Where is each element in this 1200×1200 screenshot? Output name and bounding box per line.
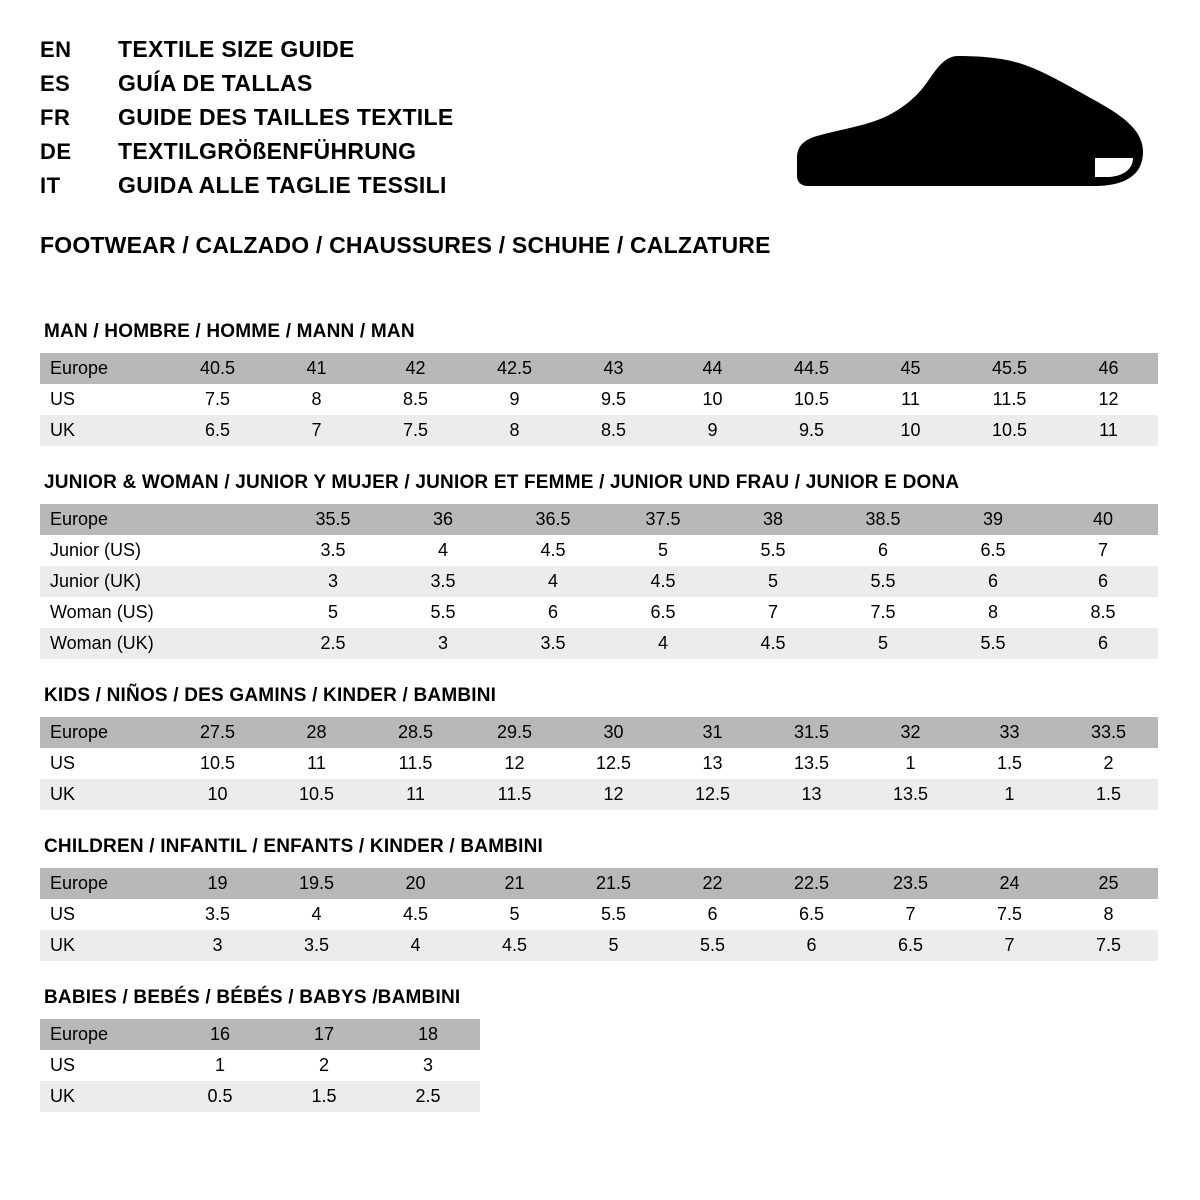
size-cell: 4 — [410, 935, 421, 955]
page-header — [40, 36, 1160, 206]
size-cell: 4 — [311, 904, 322, 924]
size-cell: 6.5 — [204, 420, 231, 440]
size-cell: 21 — [504, 873, 525, 893]
size-cell: 5 — [327, 602, 338, 622]
size-row-label: Europe — [50, 358, 109, 378]
size-cell: 9.5 — [600, 389, 627, 409]
size-cell: 2 — [1103, 753, 1114, 773]
size-cell: 5.5 — [870, 571, 896, 591]
size-cell: 10.5 — [793, 389, 830, 409]
size-cell: 6.5 — [650, 602, 676, 622]
language-row — [40, 70, 454, 97]
size-cell: 7 — [311, 420, 322, 440]
size-cell: 5 — [877, 633, 888, 653]
size-cell: 44.5 — [793, 358, 830, 378]
language-title-list — [40, 36, 454, 206]
table-row — [40, 1081, 480, 1112]
size-table — [40, 1019, 480, 1112]
size-cell: 4.5 — [650, 571, 676, 591]
size-row-label: UK — [50, 784, 76, 804]
size-cell: 2.5 — [320, 633, 346, 653]
size-cell: 5.5 — [600, 904, 627, 924]
size-cell: 29.5 — [496, 722, 533, 742]
size-cell: 5 — [767, 571, 778, 591]
size-cell: 31 — [702, 722, 723, 742]
size-cell: 8.5 — [1090, 602, 1116, 622]
size-cell: 1.5 — [311, 1086, 337, 1106]
size-table-header-row — [40, 1019, 480, 1050]
size-cell: 23.5 — [892, 873, 929, 893]
size-section-title: MAN / HOMBRE / HOMME / MANN / MAN — [44, 321, 415, 342]
size-cell: 5.5 — [760, 540, 786, 560]
size-cell: 11 — [901, 389, 920, 409]
size-cell: 33.5 — [1090, 722, 1127, 742]
size-cell: 12.5 — [694, 784, 731, 804]
size-row-label: Europe — [50, 1024, 109, 1044]
size-cell: 5 — [608, 935, 619, 955]
size-cell: 10 — [900, 420, 921, 440]
size-cell: 28.5 — [397, 722, 434, 742]
size-cell: 4 — [437, 540, 448, 560]
size-row-label: Europe — [50, 873, 109, 893]
size-cell: 8.5 — [600, 420, 627, 440]
size-cell: 3 — [422, 1055, 433, 1075]
size-row-label: Europe — [50, 509, 109, 529]
size-table — [40, 717, 1158, 810]
size-cell: 10.5 — [991, 420, 1028, 440]
size-row-label: UK — [50, 1086, 76, 1106]
language-title: TEXTILGRÖßENFÜHRUNG — [118, 138, 417, 164]
size-cell: 19 — [207, 873, 228, 893]
table-row — [40, 779, 1158, 810]
size-row-label: Woman (UK) — [50, 633, 154, 653]
size-cell: 4.5 — [501, 935, 528, 955]
size-cell: 11 — [1099, 420, 1118, 440]
table-row — [40, 415, 1158, 446]
size-row-label: UK — [50, 420, 76, 440]
language-code: FR — [40, 105, 71, 130]
size-cell: 11 — [307, 753, 326, 773]
table-row — [40, 930, 1158, 961]
size-cell: 11 — [406, 784, 425, 804]
size-cell: 42 — [405, 358, 426, 378]
size-row-label: Junior (US) — [50, 540, 142, 560]
table-row — [40, 899, 1158, 930]
language-code: IT — [40, 173, 61, 198]
language-row — [40, 138, 454, 165]
size-row-label: Junior (UK) — [50, 571, 142, 591]
size-cell: 4.5 — [760, 633, 786, 653]
size-cell: 7 — [767, 602, 778, 622]
size-section-title: JUNIOR & WOMAN / JUNIOR Y MUJER / JUNIOR ET FEMME / JUNIOR UND FRAU / JUNIOR E DONA — [44, 472, 960, 493]
language-title: GUIDA ALLE TAGLIE TESSILI — [118, 172, 447, 198]
size-cell — [168, 566, 278, 597]
size-cell: 13 — [702, 753, 723, 773]
language-row — [40, 104, 454, 131]
size-cell: 4.5 — [540, 540, 566, 560]
table-row — [40, 597, 1158, 628]
size-cell: 45 — [900, 358, 921, 378]
size-cell: 3.5 — [303, 935, 330, 955]
language-title: GUIDE DES TAILLES TEXTILE — [118, 104, 454, 130]
size-cell: 6 — [547, 602, 558, 622]
size-cell: 10 — [702, 389, 723, 409]
size-section-title: KIDS / NIÑOS / DES GAMINS / KINDER / BAMBINI — [44, 685, 497, 706]
size-row-label: Europe — [50, 722, 109, 742]
shoe-illustration — [780, 36, 1160, 189]
size-cell: 17 — [313, 1024, 335, 1044]
size-cell: 11.5 — [398, 753, 433, 773]
size-cell: 7.5 — [996, 904, 1023, 924]
size-cell: 7 — [1097, 540, 1108, 560]
size-cell: 46 — [1098, 358, 1119, 378]
size-cell: 12 — [1098, 389, 1119, 409]
language-code: DE — [40, 139, 72, 164]
size-cell: 4 — [547, 571, 558, 591]
language-row — [40, 172, 454, 199]
size-cell: 39 — [982, 509, 1004, 529]
size-table-header-row — [40, 353, 1158, 384]
category-heading: FOOTWEAR / CALZADO / CHAUSSURES / SCHUHE / CALZATURE — [40, 232, 771, 258]
table-row — [40, 384, 1158, 415]
size-sections — [40, 321, 1160, 1112]
size-cell: 19.5 — [298, 873, 335, 893]
size-table — [40, 868, 1158, 961]
size-cell: 8 — [987, 602, 998, 622]
size-cell: 6 — [806, 935, 817, 955]
size-cell: 7.5 — [402, 420, 429, 440]
size-cell: 36 — [432, 509, 454, 529]
size-cell: 5.5 — [430, 602, 456, 622]
size-cell: 1.5 — [996, 753, 1023, 773]
size-cell — [168, 504, 278, 535]
size-cell: 1.5 — [1095, 784, 1122, 804]
size-cell: 8 — [1103, 904, 1114, 924]
size-row-label: US — [50, 753, 76, 773]
language-title: TEXTILE SIZE GUIDE — [118, 36, 355, 62]
size-cell: 11.5 — [992, 389, 1027, 409]
size-cell: 40.5 — [199, 358, 236, 378]
size-cell: 6.5 — [980, 540, 1006, 560]
size-table-header-row — [40, 504, 1158, 535]
size-cell: 13.5 — [793, 753, 830, 773]
size-cell: 2.5 — [415, 1086, 441, 1106]
size-table-header-row — [40, 717, 1158, 748]
size-cell: 4 — [657, 633, 668, 653]
size-row-label: Woman (US) — [50, 602, 154, 622]
size-cell: 13.5 — [892, 784, 929, 804]
size-cell: 12 — [603, 784, 624, 804]
size-cell: 36.5 — [535, 509, 571, 529]
size-cell: 6.5 — [798, 904, 825, 924]
size-section — [40, 685, 1160, 810]
size-cell: 6 — [1097, 571, 1108, 591]
size-cell: 3 — [212, 935, 223, 955]
size-cell: 5.5 — [980, 633, 1006, 653]
table-row — [40, 566, 1158, 597]
size-cell: 4.5 — [402, 904, 429, 924]
size-cell: 37.5 — [645, 509, 681, 529]
size-cell: 30 — [603, 722, 624, 742]
size-cell: 43 — [603, 358, 624, 378]
size-cell: 33 — [999, 722, 1020, 742]
size-cell: 7 — [1004, 935, 1015, 955]
size-cell: 45.5 — [991, 358, 1028, 378]
size-cell: 16 — [209, 1024, 231, 1044]
size-cell: 10.5 — [199, 753, 236, 773]
language-code: ES — [40, 71, 71, 96]
language-row — [40, 36, 454, 63]
size-row-label: UK — [50, 935, 76, 955]
size-section-title: CHILDREN / INFANTIL / ENFANTS / KINDER / BAMBINI — [44, 836, 544, 857]
size-cell: 3 — [327, 571, 338, 591]
size-section — [40, 472, 1160, 659]
size-cell: 44 — [702, 358, 723, 378]
table-row — [40, 748, 1158, 779]
size-cell — [168, 597, 278, 628]
dress-shoe-icon — [795, 54, 1145, 189]
size-cell: 12.5 — [595, 753, 632, 773]
size-cell: 2 — [318, 1055, 329, 1075]
size-cell: 25 — [1098, 873, 1119, 893]
size-cell: 12 — [504, 753, 525, 773]
size-cell: 7.5 — [1095, 935, 1122, 955]
size-cell: 27.5 — [199, 722, 236, 742]
size-cell: 24 — [999, 873, 1020, 893]
size-cell: 32 — [900, 722, 921, 742]
size-table-header-row — [40, 868, 1158, 899]
size-cell: 8.5 — [402, 389, 429, 409]
size-cell: 18 — [417, 1024, 439, 1044]
size-cell: 31.5 — [793, 722, 830, 742]
size-cell: 9.5 — [798, 420, 825, 440]
size-cell: 28 — [306, 722, 327, 742]
size-cell: 11.5 — [497, 784, 532, 804]
size-section — [40, 321, 1160, 446]
size-cell: 3.5 — [540, 633, 566, 653]
size-cell: 7.5 — [204, 389, 231, 409]
size-cell: 7 — [905, 904, 916, 924]
size-cell: 0.5 — [207, 1086, 233, 1106]
size-cell: 10 — [207, 784, 228, 804]
size-cell: 8 — [509, 420, 520, 440]
size-cell: 6 — [707, 904, 718, 924]
size-cell: 3.5 — [430, 571, 456, 591]
size-cell: 13 — [801, 784, 822, 804]
size-cell: 10.5 — [298, 784, 335, 804]
size-table — [40, 353, 1158, 446]
size-cell: 6 — [987, 571, 998, 591]
language-title: GUÍA DE TALLAS — [118, 70, 313, 96]
size-cell: 3.5 — [204, 904, 231, 924]
size-cell: 5.5 — [699, 935, 726, 955]
size-cell: 1 — [214, 1055, 225, 1075]
size-cell: 6.5 — [897, 935, 924, 955]
size-cell: 41 — [306, 358, 327, 378]
size-cell: 9 — [707, 420, 718, 440]
size-cell: 6 — [1097, 633, 1108, 653]
size-cell — [168, 535, 278, 566]
size-table — [40, 504, 1158, 659]
size-cell: 1 — [1004, 784, 1015, 804]
size-cell: 22 — [702, 873, 723, 893]
size-cell: 21.5 — [595, 873, 632, 893]
size-cell: 38 — [762, 509, 784, 529]
size-row-label: US — [50, 389, 76, 409]
size-cell: 22.5 — [793, 873, 830, 893]
size-cell: 7.5 — [870, 602, 896, 622]
size-cell: 40 — [1092, 509, 1114, 529]
size-cell: 3.5 — [320, 540, 346, 560]
size-cell: 35.5 — [315, 509, 351, 529]
size-cell: 1 — [905, 753, 916, 773]
size-cell: 38.5 — [865, 509, 901, 529]
table-row — [40, 1050, 480, 1081]
size-cell: 9 — [509, 389, 520, 409]
size-cell: 5 — [509, 904, 520, 924]
size-cell — [168, 628, 278, 659]
size-cell: 5 — [657, 540, 668, 560]
size-section-title: BABIES / BEBÉS / BÉBÉS / BABYS /BAMBINI — [44, 987, 461, 1008]
size-section — [40, 987, 1160, 1112]
size-cell: 6 — [877, 540, 888, 560]
size-cell: 42.5 — [496, 358, 533, 378]
size-row-label: US — [50, 904, 76, 924]
table-row — [40, 535, 1158, 566]
size-cell: 3 — [437, 633, 448, 653]
language-code: EN — [40, 37, 72, 62]
size-row-label: US — [50, 1055, 76, 1075]
size-cell: 20 — [405, 873, 426, 893]
size-section — [40, 836, 1160, 961]
table-row — [40, 628, 1158, 659]
size-cell: 8 — [311, 389, 322, 409]
